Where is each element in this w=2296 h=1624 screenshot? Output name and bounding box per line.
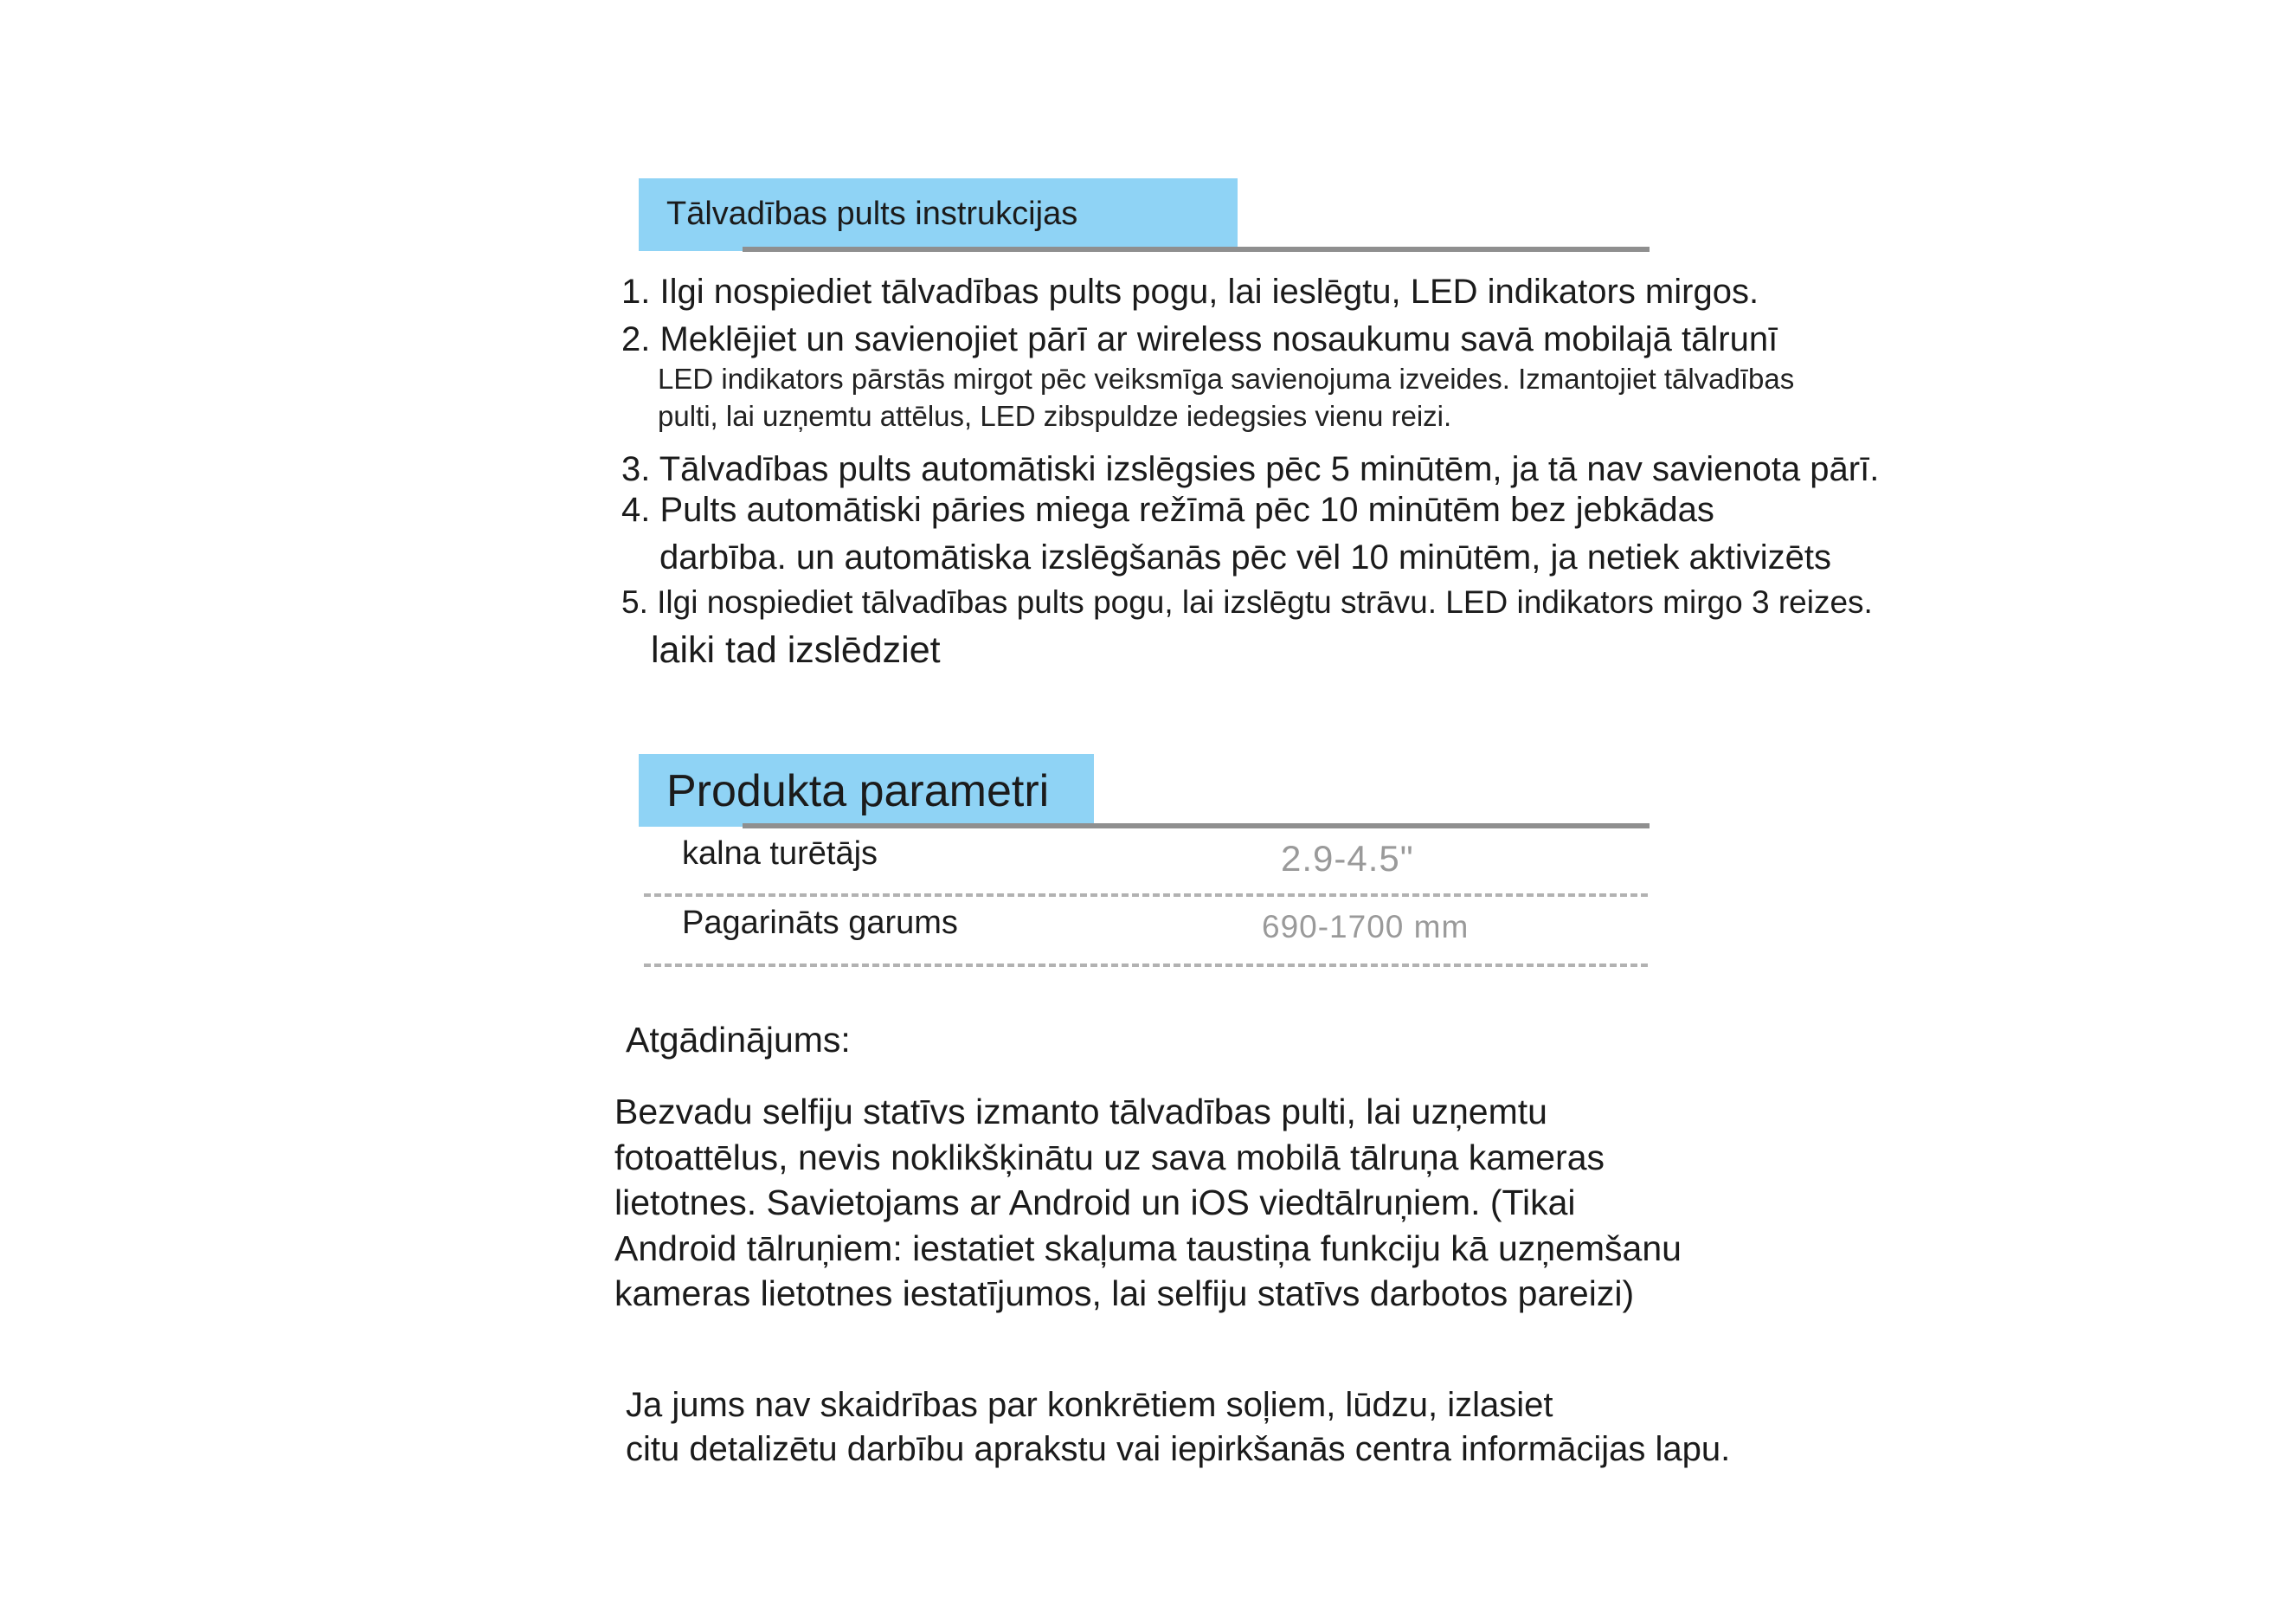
reminder-line: kameras lietotnes iestatījumos, lai selfiju statīvs darbotos pareizi) [614, 1273, 1635, 1313]
remote-section-title: Tālvadības pults instrukcijas [666, 196, 1078, 232]
remote-step-4: 4. Pults automātiski pāries miega režīmā pēc 10 minūtēm bez jebkādas [621, 491, 1714, 529]
param-row-divider [644, 963, 1648, 967]
remote-step-2-detail: LED indikators pārstās mirgot pēc veiksmīga savienojuma izveides. Izmantojiet tālvadības [658, 363, 1795, 395]
closing-note-line: Ja jums nav skaidrības par konkrētiem soļiem, lūdzu, izlasiet [626, 1386, 1553, 1424]
closing-note [626, 1383, 1730, 1472]
remote-section-divider [743, 247, 1650, 252]
param-label-mount: kalna turētājs [682, 835, 878, 872]
reminder-line: Android tālruņiem: iestatiet skaļuma taustiņa funkciju kā uzņemšanu [614, 1228, 1682, 1268]
params-section-divider [743, 823, 1650, 828]
remote-step-2: 2. Meklējiet un savienojiet pārī ar wireless nosaukumu savā mobilajā tālrunī [621, 320, 1778, 358]
reminder-title: Atgādinājums: [626, 1020, 851, 1060]
remote-step-4-cont: darbība. un automātiska izslēgšanās pēc vēl 10 minūtēm, ja netiek aktivizēts [659, 538, 1832, 577]
param-label-length: Pagarināts garums [682, 905, 958, 941]
remote-step-3: 3. Tālvadības pults automātiski izslēgsies pēc 5 minūtēm, ja tā nav savienota pārī. [621, 450, 1880, 488]
remote-step-5-cont: laiki tad izslēdziet [651, 629, 941, 671]
reminder-line: fotoattēlus, nevis noklikšķinātu uz sava mobilā tālruņa kameras [614, 1137, 1605, 1177]
params-section-title: Produkta parametri [666, 766, 1050, 816]
reminder-line: lietotnes. Savietojams ar Android un iOS viedtālruņiem. (Tikai [614, 1183, 1576, 1222]
remote-step-1: 1. Ilgi nospiediet tālvadības pults pogu, lai ieslēgtu, LED indikators mirgos. [621, 273, 1759, 311]
param-row-divider [644, 893, 1648, 897]
remote-step-5: 5. Ilgi nospiediet tālvadības pults pogu, lai izslēgtu strāvu. LED indikators mirgo 3 reizes. [621, 584, 1873, 620]
reminder-line: Bezvadu selfiju statīvs izmanto tālvadības pulti, lai uzņemtu [614, 1092, 1547, 1131]
reminder-paragraph [614, 1089, 1682, 1317]
closing-note-line: citu detalizētu darbību aprakstu vai iepirkšanās centra informācijas lapu. [626, 1430, 1731, 1468]
remote-step-2-detail: pulti, lai uzņemtu attēlus, LED zibspuldze iedegsies vienu reizi. [658, 400, 1452, 432]
param-value-length: 690-1700 mm [1262, 909, 1470, 944]
param-value-mount: 2.9-4.5" [1281, 838, 1414, 879]
